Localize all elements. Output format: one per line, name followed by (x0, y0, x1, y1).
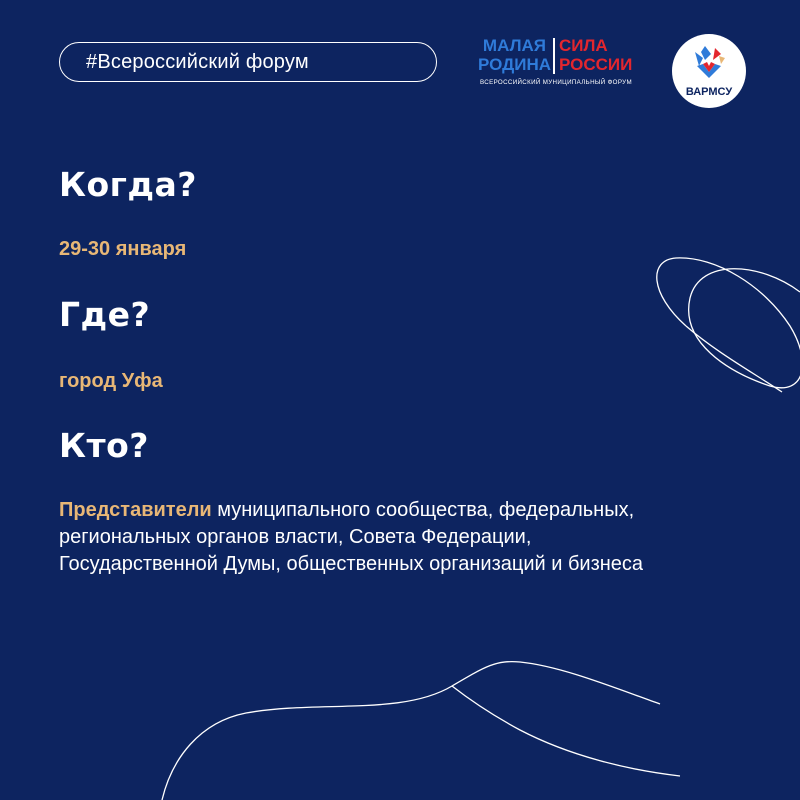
loop-curve-outer (657, 258, 800, 388)
where-heading: Где? (59, 295, 151, 334)
forum-logo-right-line2: РОССИИ (559, 55, 633, 74)
forum-logo-left-line1: МАЛАЯ (482, 36, 546, 55)
who-text: муниципального сообщества, федеральных, региональных органов власти, Совета Федерации, Государственной Думы, общественных организаций и бизнеса (59, 499, 644, 575)
forum-logo-divider (553, 38, 555, 74)
forum-logo-subtitle: ВСЕРОССИЙСКИЙ МУНИЦИПАЛЬНЫЙ ФОРУМ (480, 79, 632, 86)
where-answer: город Уфа (59, 370, 163, 392)
when-answer: 29-30 января (59, 238, 187, 260)
when-heading: Когда? (59, 165, 197, 204)
bottom-wave-curve (162, 662, 660, 800)
varmsu-emblem-icon (691, 44, 727, 84)
forum-logo (478, 36, 650, 92)
who-description (59, 497, 659, 578)
who-highlight: Представители (59, 499, 212, 521)
forum-logo-left-line2: РОДИНА (478, 55, 551, 74)
hashtag-badge: #Всероссийский форум (59, 42, 437, 82)
forum-logo-right (559, 36, 632, 74)
varmsu-logo (672, 34, 746, 108)
loop-curve-inner (686, 326, 782, 392)
forum-logo-right-line1: СИЛА (559, 36, 608, 55)
who-heading: Кто? (59, 426, 149, 465)
varmsu-abbr: ВАРМСУ (685, 86, 733, 98)
forum-logo-left (478, 36, 551, 74)
